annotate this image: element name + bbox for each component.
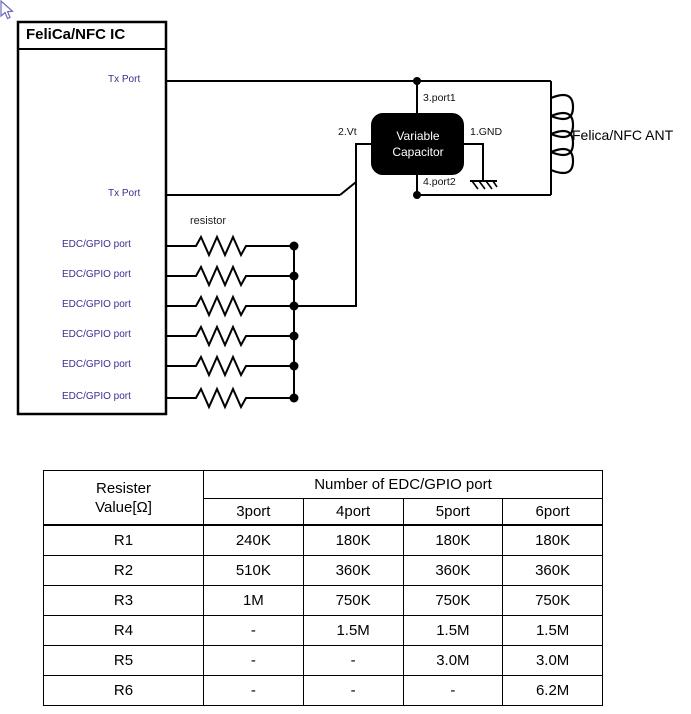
resistor-label: resistor [190,215,227,227]
port-label-edc-1: EDC/GPIO port [62,239,131,250]
cell-r3-4port: 750K [303,586,403,616]
table-row [44,525,603,556]
antenna-coil-icon [551,95,573,173]
cell-r1-3port: 240K [204,525,304,556]
header-edc-gpio-count: Number of EDC/GPIO port [204,471,603,499]
capacitor-name-line2: Capacitor [392,145,444,159]
cell-r6-5port: - [403,676,503,706]
gnd-hatch-1 [472,181,478,189]
row-name-r2: R2 [44,556,204,586]
antenna-label: Felica/NFC ANT [572,127,674,143]
capacitor-pin-vt: 2.Vt [338,126,357,138]
cell-r4-3port: - [204,616,304,646]
node-dot-port1 [413,77,421,85]
row-name-r3: R3 [44,586,204,616]
cell-r4-5port: 1.5M [403,616,503,646]
table-body [44,525,603,706]
cell-r3-6port: 750K [503,586,603,616]
variable-capacitor-body [371,113,464,175]
port-label-tx1: Tx Port [108,74,141,85]
cell-r4-4port: 1.5M [303,616,403,646]
capacitor-pin-port2: 4.port2 [423,176,456,188]
cell-r1-6port: 180K [503,525,603,556]
node-dot-r2 [290,272,299,281]
header-resister-value [44,471,204,526]
table-row [44,676,603,706]
mouse-cursor-icon [0,0,14,20]
capacitor-name-line1: Variable [396,129,440,143]
resistor-value-table-wrap [43,470,603,706]
capacitor-pin-port1: 3.port1 [423,92,456,104]
cell-r6-3port: - [204,676,304,706]
port-label-edc-5: EDC/GPIO port [62,359,131,370]
column-header-5port: 5port [403,499,503,526]
wire-gnd [464,144,483,180]
cell-r3-3port: 1M [204,586,304,616]
cell-r5-3port: - [204,646,304,676]
header-resister-line1: Resister [95,479,151,497]
gnd-hatch-2 [479,181,485,189]
port-label-edc-6: EDC/GPIO port [62,391,131,402]
node-dot-r3 [290,302,299,311]
cell-r2-6port: 360K [503,556,603,586]
gnd-hatch-3 [486,181,492,189]
cell-r6-6port: 6.2M [503,676,603,706]
resistor-value-table [43,470,603,706]
row-name-r5: R5 [44,646,204,676]
port-label-edc-2: EDC/GPIO port [62,269,131,280]
row-name-r1: R1 [44,525,204,556]
table-head [44,471,603,526]
wire-bus-to-vt [294,182,356,306]
cell-r5-4port: - [303,646,403,676]
ic-title: FeliCa/NFC IC [26,26,126,43]
port-label-edc-3: EDC/GPIO port [62,299,131,310]
cell-r2-3port: 510K [204,556,304,586]
cell-r2-5port: 360K [403,556,503,586]
cell-r1-4port: 180K [303,525,403,556]
cell-r1-5port: 180K [403,525,503,556]
port-label-tx2: Tx Port [108,188,141,199]
column-header-4port: 4port [303,499,403,526]
node-dot-r6 [290,394,299,403]
table-row [44,556,603,586]
node-dot-r4 [290,332,299,341]
ic-box [18,22,166,414]
column-header-3port: 3port [204,499,304,526]
row-name-r4: R4 [44,616,204,646]
table-row [44,616,603,646]
table-row [44,586,603,616]
cell-r5-5port: 3.0M [403,646,503,676]
node-dot-r5 [290,362,299,371]
table-header-row-1 [44,471,603,499]
cell-r5-6port: 3.0M [503,646,603,676]
cell-r3-5port: 750K [403,586,503,616]
cell-r4-6port: 1.5M [503,616,603,646]
port-label-edc-4: EDC/GPIO port [62,329,131,340]
capacitor-pin-gnd: 1.GND [470,126,503,138]
node-dot-r1 [290,242,299,251]
column-header-6port: 6port [503,499,603,526]
cell-r2-4port: 360K [303,556,403,586]
header-resister-line2: Value[Ω] [95,498,152,516]
row-name-r6: R6 [44,676,204,706]
table-row [44,646,603,676]
cell-r6-4port: - [303,676,403,706]
resistor-network [166,237,294,407]
